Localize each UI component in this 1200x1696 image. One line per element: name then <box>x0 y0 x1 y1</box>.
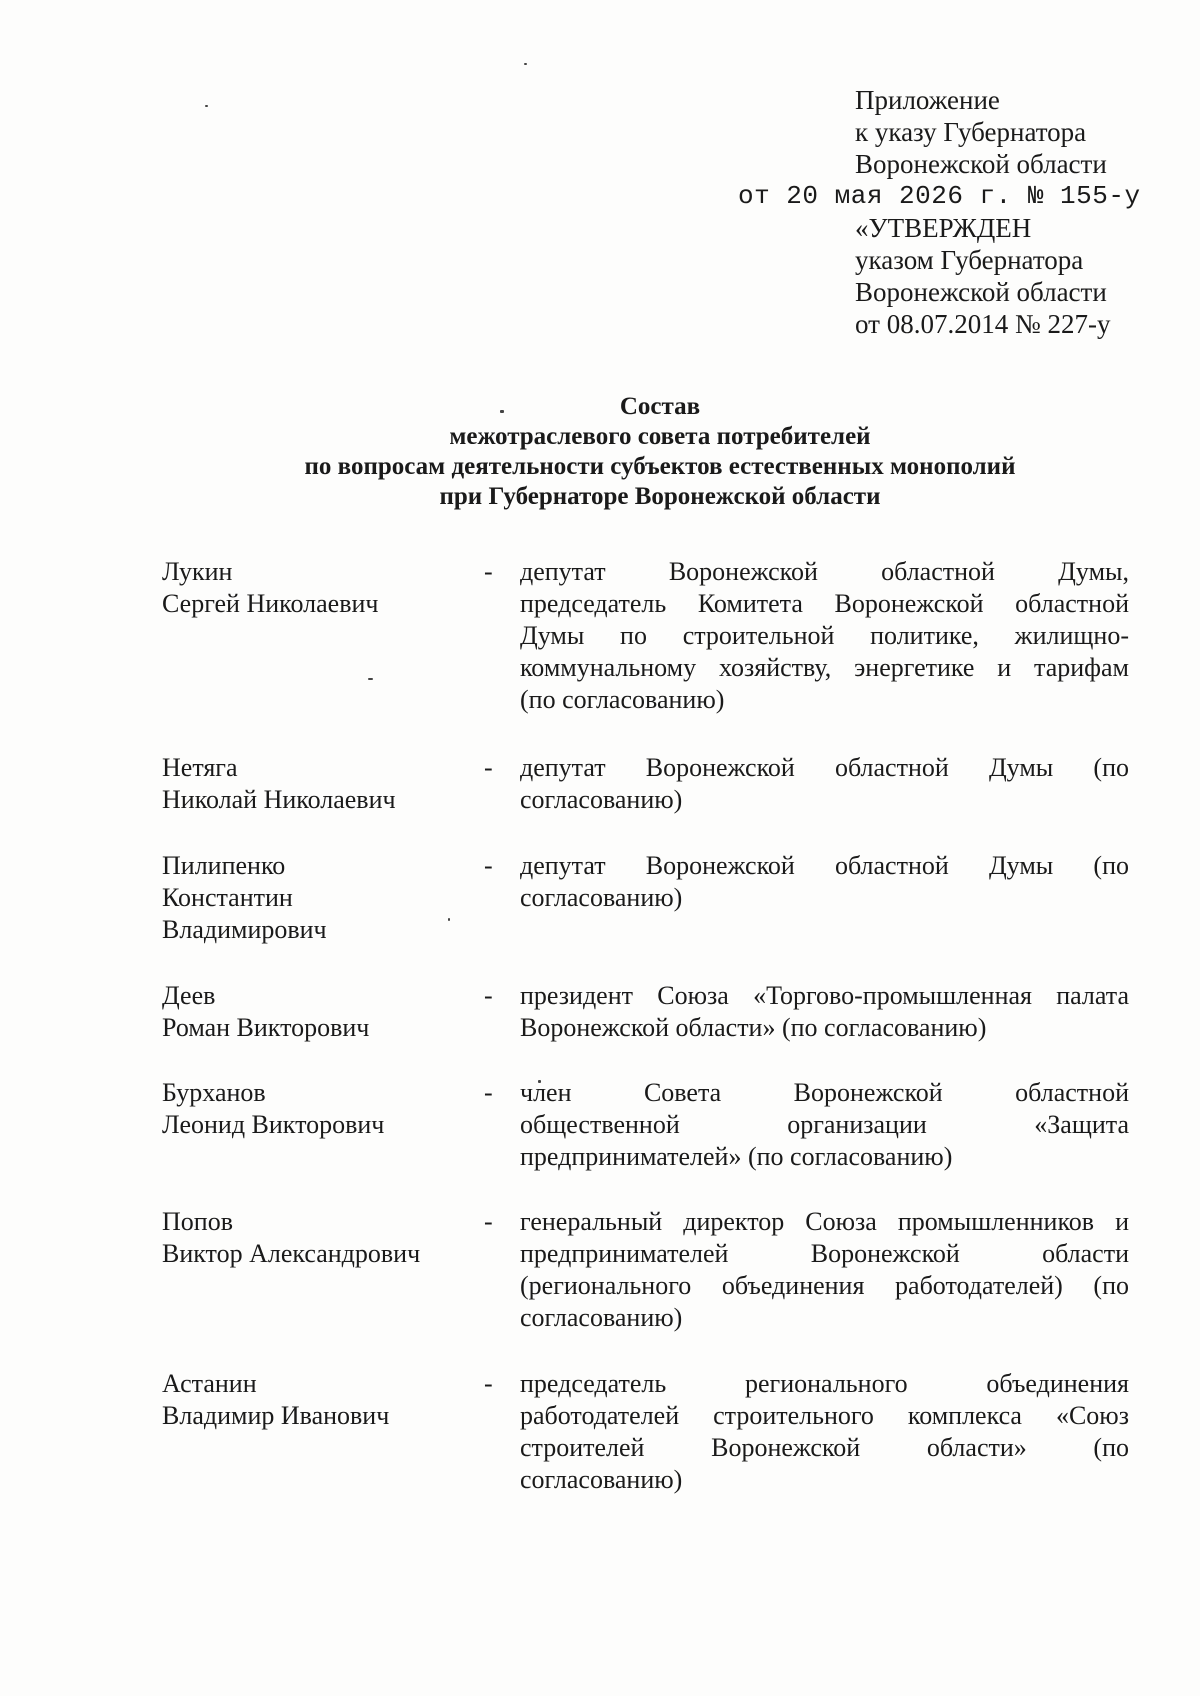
member-name <box>162 850 482 946</box>
header-line: Воронежской области <box>855 149 1107 179</box>
description-line: председатель регионального объединения <box>520 1369 1129 1398</box>
approval-line: «УТВЕРЖДЕН <box>855 213 1032 243</box>
description-line: согласованию) <box>520 1303 683 1332</box>
member-name <box>162 1206 482 1270</box>
description-line: согласованию) <box>520 785 683 814</box>
member-surname: Лукин <box>162 557 233 586</box>
description-line: предпринимателей Воронежской области <box>520 1239 1129 1268</box>
description-line: согласованию) <box>520 1465 683 1494</box>
description-line: депутат Воронежской областной Думы (по <box>520 851 1129 880</box>
member-dash: - <box>484 1078 493 1107</box>
scan-speck <box>524 63 527 65</box>
description-line: общественной организации «Защита <box>520 1110 1129 1139</box>
description-line: работодателей строительного комплекса «Союз <box>520 1401 1129 1430</box>
member-name <box>162 752 482 816</box>
member-surname: Астанин <box>162 1369 257 1398</box>
member-surname: Деев <box>162 981 216 1010</box>
member-name <box>162 980 482 1044</box>
member-description <box>520 556 1129 716</box>
document-title <box>0 392 1200 512</box>
approval-line: Воронежской области <box>855 277 1107 307</box>
approval-line: указом Губернатора <box>855 245 1084 275</box>
member-dash: - <box>484 753 493 782</box>
description-line: строителей Воронежской области» (по <box>520 1433 1129 1462</box>
description-line: коммунальному хозяйству, энергетике и тарифам <box>520 653 1129 682</box>
member-given-names: Сергей Николаевич <box>162 589 379 618</box>
header-line: Приложение <box>855 85 1000 115</box>
member-description <box>520 1077 1129 1173</box>
scan-speck <box>205 105 208 107</box>
member-name <box>162 556 482 620</box>
member-dash: - <box>484 1207 493 1236</box>
appendix-header <box>738 84 1175 340</box>
description-line: (по согласованию) <box>520 685 725 714</box>
description-line: депутат Воронежской областной Думы (по <box>520 753 1129 782</box>
member-name <box>162 1077 482 1141</box>
member-given-names: Виктор Александрович <box>162 1239 421 1268</box>
description-line: согласованию) <box>520 883 683 912</box>
member-description <box>520 850 1129 914</box>
member-description <box>520 980 1129 1044</box>
scan-speck <box>368 678 373 680</box>
member-given-names: Владимир Иванович <box>162 1401 390 1430</box>
description-line: Воронежской области» (по согласованию) <box>520 1013 987 1042</box>
description-line: член Совета Воронежской областной <box>520 1078 1129 1107</box>
title-line: при Губернаторе Воронежской области <box>439 483 881 510</box>
member-dash: - <box>484 557 493 586</box>
member-description <box>520 1368 1129 1496</box>
approval-line: от 08.07.2014 № 227-у <box>855 309 1111 339</box>
member-description <box>520 752 1129 816</box>
member-surname: Попов <box>162 1207 233 1236</box>
member-surname: Пилипенко <box>162 851 286 880</box>
description-line: Думы по строительной политике, жилищно- <box>520 621 1129 650</box>
description-line: генеральный директор Союза промышленников и <box>520 1207 1129 1236</box>
member-dash: - <box>484 851 493 880</box>
header-line: к указу Губернатора <box>855 117 1087 147</box>
member-dash: - <box>484 981 493 1010</box>
member-surname: Нетяга <box>162 753 238 782</box>
member-given-names: Роман Викторович <box>162 1013 370 1042</box>
title-line: по вопросам деятельности субъектов естественных монополий <box>304 453 1016 480</box>
member-given-names: Константин <box>162 883 293 912</box>
member-dash: - <box>484 1369 493 1398</box>
title-line: межотраслевого совета потребителей <box>449 423 871 450</box>
member-patronymic: Владимирович <box>162 915 327 944</box>
description-line: (регионального объединения работодателей) (по <box>520 1271 1129 1300</box>
member-surname: Бурханов <box>162 1078 266 1107</box>
member-name <box>162 1368 482 1432</box>
decree-date-stamp: от 20 мая 2026 г. № 155-у <box>738 181 1141 211</box>
member-given-names: Николай Николаевич <box>162 785 396 814</box>
description-line: президент Союза «Торгово-промышленная палата <box>520 981 1129 1010</box>
description-line: предпринимателей» (по согласованию) <box>520 1142 953 1171</box>
member-given-names: Леонид Викторович <box>162 1110 385 1139</box>
member-description <box>520 1206 1129 1334</box>
title-line: Состав <box>619 393 701 420</box>
description-line: председатель Комитета Воронежской областной <box>520 589 1129 618</box>
description-line: депутат Воронежской областной Думы, <box>520 557 1129 586</box>
